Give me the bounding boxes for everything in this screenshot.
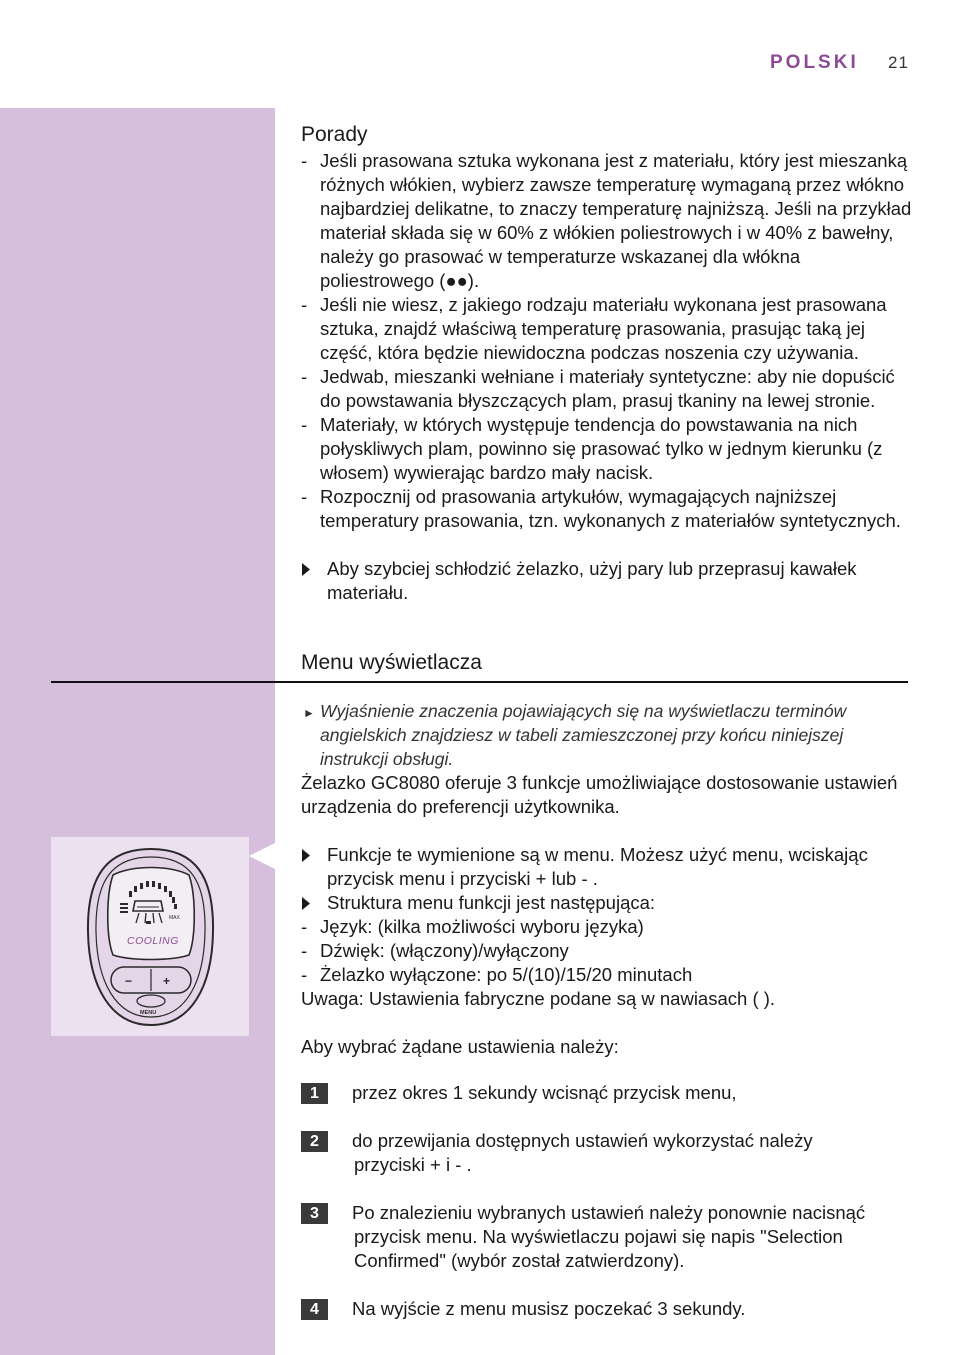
step-text: Po znalezieniu wybranych ustawień należy ponownie nacisnąć przycisk menu. Na wyświetlaczu pojawi się napis "Selection Confirmed" (wybór został zatwierdzony).: [352, 1202, 866, 1271]
tip-text: Materiały, w których występuje tendencja do powstawania na nich połyskliwych plam, powinno się prasować tylko w jednym kierunku (z włosem) wywierając bardzo mały nacisk.: [320, 414, 883, 483]
menu-bullet-text: Funkcje te wymienione są w menu. Możesz użyć menu, wciskając przycisk menu i przyciski + lub - .: [327, 844, 868, 889]
plus-button[interactable]: +: [163, 974, 171, 988]
option-item: - Żelazko wyłączone: po 5/(10)/15/20 minutach: [301, 964, 693, 985]
tip-item: - Jeśli nie wiesz, z jakiego rodzaju materiału wykonana jest prasowana sztuka, znajdź właściwą temperaturę prasowania, prasując taką jej część, która będzie niewidoczna podczas noszenia czy używania.: [301, 294, 887, 363]
option-item: - Dźwięk: (włączony)/wyłączony: [301, 940, 569, 961]
option-item: - Język: (kilka możliwości wyboru języka): [301, 916, 644, 937]
tip-text: Jeśli prasowana sztuka wykonana jest z materiału, który jest mieszanką różnych włókien, wybierz zawsze temperaturę wymaganą przez włókno najbardziej delikatne, to znaczy temperaturę najniższą. Jeśli na przykład materiał składa się w 60% z włókien poliestrowych i w 40% z bawełny, należy go prasować w temperaturze wskazanej dla włókna poliestrowego (●●).: [320, 150, 912, 291]
step-text: do przewijania dostępnych ustawień wykorzystać należy przyciski + i - .: [352, 1130, 813, 1175]
tips-section: [301, 121, 913, 605]
tip-item: - Rozpocznij od prasowania artykułów, wymagających najniższej temperatury prasowania, tzn. wykonanych z materiałów syntetycznych.: [301, 486, 901, 531]
display-status: COOLING: [127, 935, 179, 947]
option-text: Język: (kilka możliwości wyboru języka): [320, 916, 644, 937]
menu-button[interactable]: [137, 995, 165, 1007]
arrow-icon: ►: [303, 706, 315, 720]
menu-label: MENU: [140, 1010, 157, 1016]
note-item: [301, 699, 913, 771]
minus-button[interactable]: −: [125, 974, 133, 988]
tip-text: Rozpocznij od prasowania artykułów, wymagających najniższej temperatury prasowania, tzn. wykonanych z materiałów syntetycznych.: [320, 486, 901, 531]
option-text: Żelazko wyłączone: po 5/(10)/15/20 minutach: [320, 964, 693, 985]
sidebar-band: [0, 108, 275, 1355]
menu-title-wrap: [301, 649, 913, 677]
iron-display-figure: [51, 837, 249, 1036]
intro-text: Żelazko GC8080 oferuje 3 funkcje umożliwiające dostosowanie ustawień urządzenia do preferencji użytkownika.: [301, 772, 898, 817]
menu-section-title: Menu wyświetlacza: [301, 651, 482, 674]
tip-item: - Jedwab, mieszanki wełniane i materiały syntetyczne: aby nie dopuścić do powstawania błyszczących plam, prasuj tkaniny na lewej stronie.: [301, 366, 895, 411]
tip-item: - Materiały, w których występuje tendencja do powstawania na nich połyskliwych plam, powinno się prasować tylko w jednym kierunku (z włosem) wywierając bardzo mały nacisk.: [301, 414, 883, 483]
language-label: POLSKI: [770, 52, 859, 73]
menu-bullet: [301, 843, 913, 891]
step-text: przez okres 1 sekundy wcisnąć przycisk menu,: [352, 1082, 737, 1103]
tip-item: - Jeśli prasowana sztuka wykonana jest z materiału, który jest mieszanką różnych włókien, wybierz zawsze temperaturę wymaganą przez włókno najbardziej delikatne, to znaczy temperaturę najniższą. Jeśli na przykład materiał składa się w 60% z włókien poliestrowych i w 40% z bawełny, należy go prasować w temperaturze wskazanej dla włókna poliestrowego (●●).: [301, 150, 912, 291]
select-intro-text: Aby wybrać żądane ustawienia należy:: [301, 1036, 619, 1057]
option-text: Dźwięk: (włączony)/wyłączony: [320, 940, 569, 961]
remark-text: Uwaga: Ustawienia fabryczne podane są w nawiasach ( ).: [301, 988, 776, 1009]
bullet-icon: [301, 563, 311, 576]
tip-text: Jedwab, mieszanki wełniane i materiały syntetyczne: aby nie dopuścić do powstawania błyszczących plam, prasuj tkaniny na lewej stronie.: [320, 366, 895, 411]
step-number: 4: [301, 1299, 328, 1320]
tip-bullet-text: Aby szybciej schłodzić żelazko, użyj pary lub przeprasuj kawałek materiału.: [327, 558, 857, 603]
step-number: 3: [301, 1203, 328, 1224]
step-number: 1: [301, 1083, 328, 1104]
menu-bullet-text: Struktura menu funkcji jest następująca:: [327, 892, 656, 913]
bullet-icon: [301, 897, 311, 910]
device-illustration: [51, 837, 249, 1036]
menu-bullet: [301, 891, 913, 915]
max-label: MAX: [169, 915, 180, 921]
page-number: 21: [888, 53, 909, 72]
section-divider: [51, 681, 908, 683]
bullet-icon: [301, 849, 311, 862]
tip-bullet: [301, 557, 913, 605]
callout-pointer: [249, 843, 275, 869]
tip-text: Jeśli nie wiesz, z jakiego rodzaju materiału wykonana jest prasowana sztuka, znajdź właściwą temperaturę prasowania, prasując taką jej część, która będzie niewidoczna podczas noszenia czy używania.: [320, 294, 887, 363]
menu-section: [301, 699, 913, 1059]
step-number: 2: [301, 1131, 328, 1152]
tips-title: Porady: [301, 123, 368, 146]
step-text: Na wyjście z menu musisz poczekać 3 sekundy.: [352, 1298, 746, 1319]
note-text: Wyjaśnienie znaczenia pojawiających się na wyświetlaczu terminów angielskich znajdziesz w tabeli zamieszczonej przy końcu niniejszej instrukcji obsługi.: [320, 701, 847, 769]
